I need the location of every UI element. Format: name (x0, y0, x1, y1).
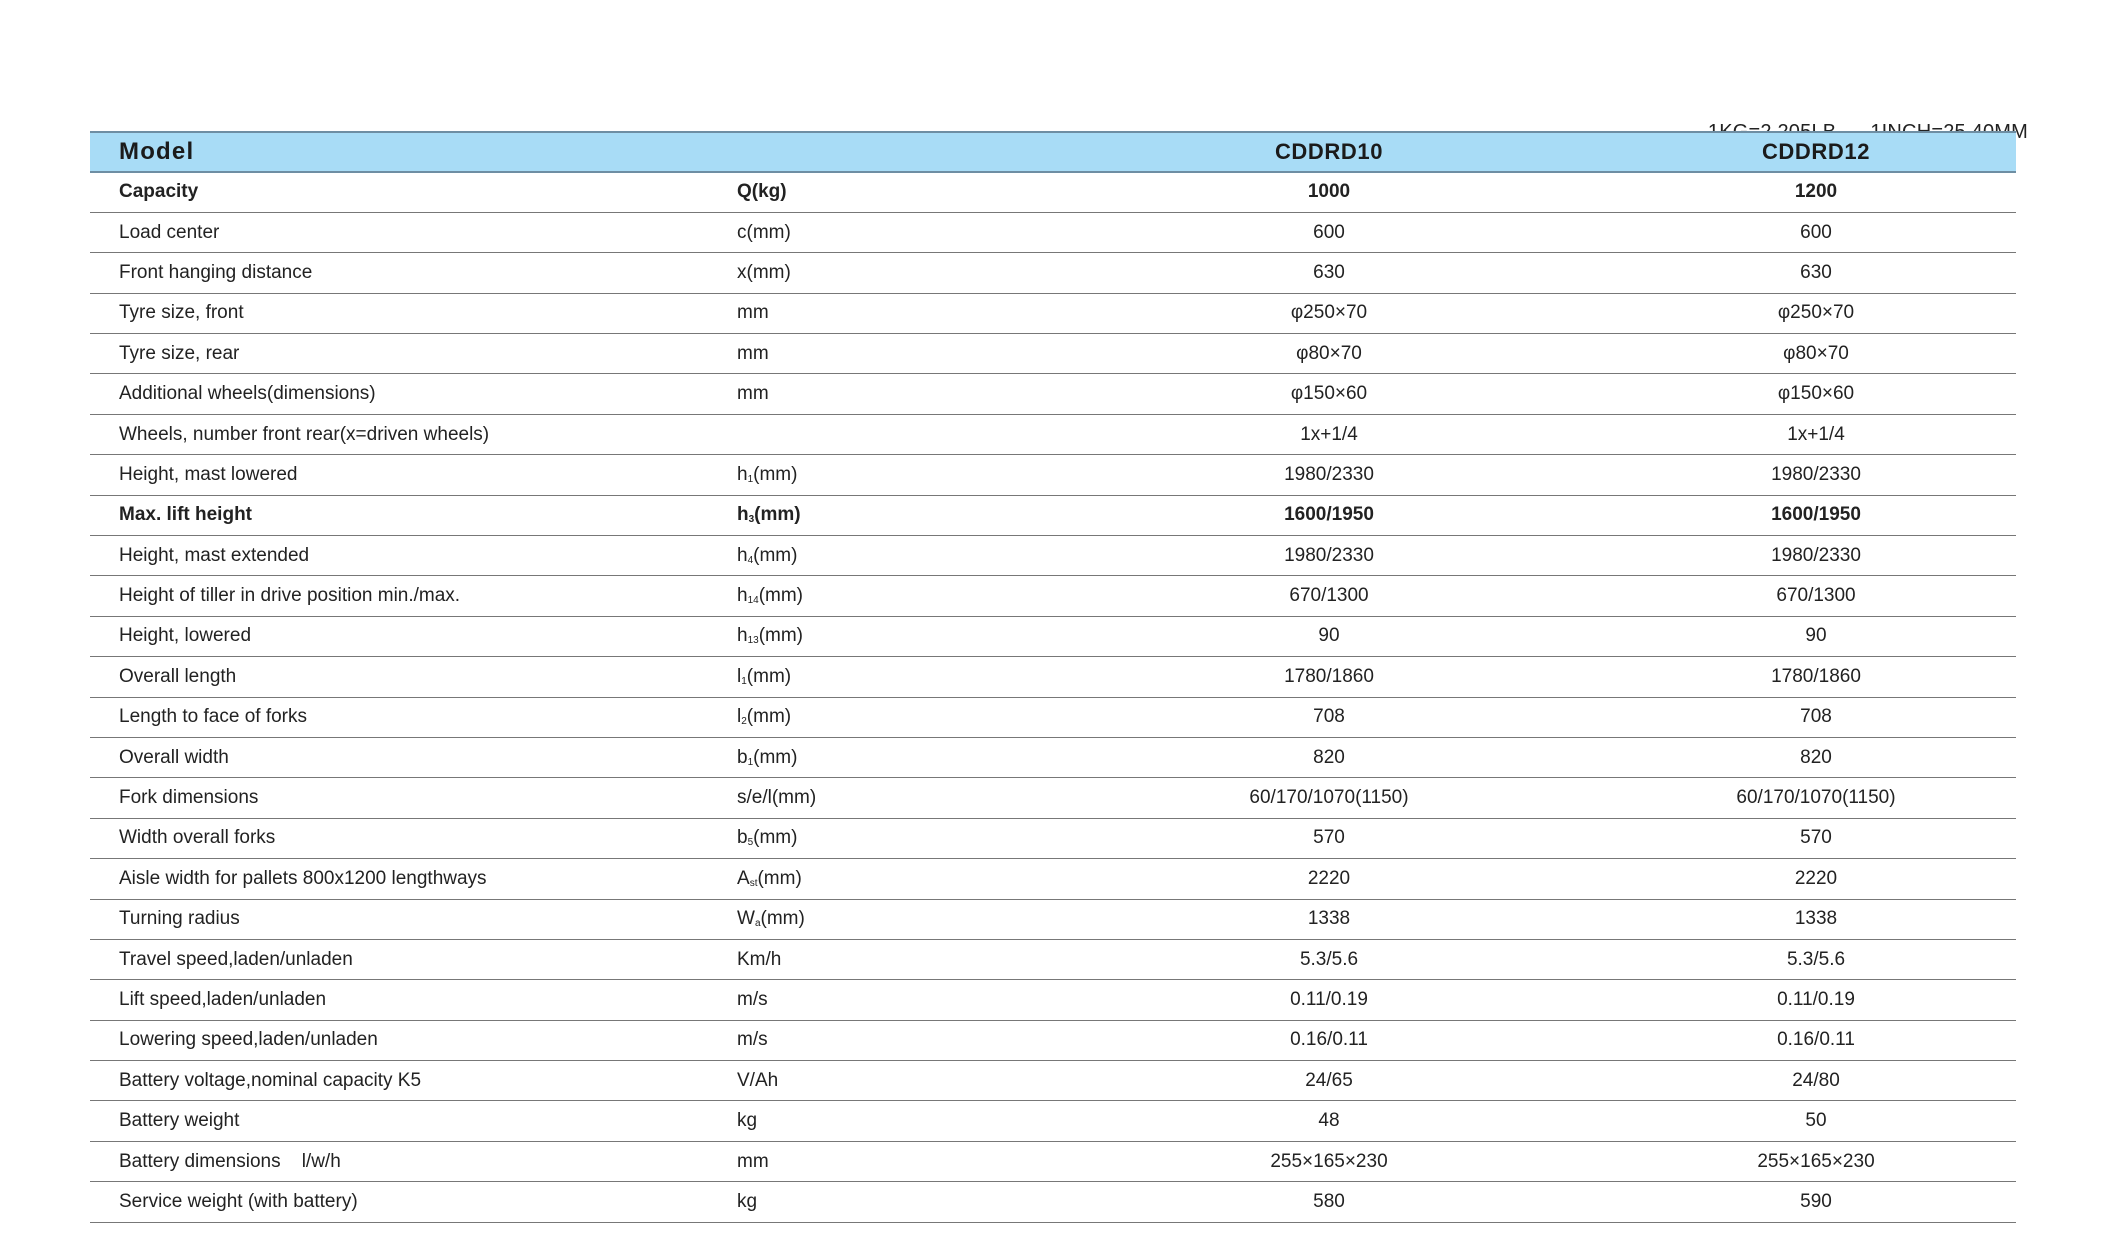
unit-symbol: h (737, 544, 748, 566)
value-cddrd10: 0.11/0.19 (1112, 980, 1606, 1020)
spec-table-body (90, 172, 2016, 1222)
unit-symbol: h (737, 504, 749, 526)
spec-unit (736, 293, 1112, 333)
spec-name: Overall width (90, 737, 736, 777)
unit-suffix: (mm) (746, 665, 792, 687)
unit-symbol: kg (737, 1190, 758, 1212)
spec-name: Front hanging distance (90, 253, 736, 293)
spec-unit (736, 1141, 1112, 1181)
unit-suffix: (mm) (753, 746, 798, 768)
unit-suffix: (mm) (753, 463, 798, 485)
value-cddrd12: 1338 (1606, 899, 2016, 939)
unit-symbol: V/Ah (737, 1069, 779, 1091)
spec-unit (736, 253, 1112, 293)
unit-symbol: Km/h (737, 948, 782, 970)
table-row (90, 899, 2016, 939)
kg-conversion: 1KG=2.205LB (1707, 121, 1837, 143)
table-row (90, 859, 2016, 899)
spec-unit (736, 334, 1112, 374)
spec-unit (736, 536, 1112, 576)
unit-subscript: 13 (747, 635, 759, 647)
table-row (90, 212, 2016, 252)
header-unit (736, 132, 1112, 172)
value-cddrd12: 590 (1606, 1182, 2016, 1222)
table-row (90, 334, 2016, 374)
spec-unit (736, 495, 1112, 535)
value-cddrd10: 60/170/1070(1150) (1112, 778, 1606, 818)
unit-subscript: a (754, 918, 761, 930)
spec-name: Height, lowered (90, 616, 736, 656)
spec-unit (736, 737, 1112, 777)
spec-name: Service weight (with battery) (90, 1182, 736, 1222)
table-row (90, 293, 2016, 333)
spec-name: Additional wheels(dimensions) (90, 374, 736, 414)
spec-name: Lift speed,laden/unladen (90, 980, 736, 1020)
table-row (90, 939, 2016, 979)
table-row (90, 616, 2016, 656)
value-cddrd10: 580 (1112, 1182, 1606, 1222)
value-cddrd12: 0.11/0.19 (1606, 980, 2016, 1020)
spec-name: Battery weight (90, 1101, 736, 1141)
value-cddrd12: 570 (1606, 818, 2016, 858)
spec-unit (736, 616, 1112, 656)
spec-unit (736, 1101, 1112, 1141)
value-cddrd12: φ150×60 (1606, 374, 2016, 414)
unit-suffix: (mm) (758, 585, 804, 607)
unit-suffix: (mm) (757, 867, 802, 889)
table-row (90, 1141, 2016, 1181)
inch-conversion: 1INCH=25.40MM (1870, 121, 2028, 143)
value-cddrd10: 5.3/5.6 (1112, 939, 1606, 979)
unit-symbol: s/e/l(mm) (737, 787, 817, 809)
value-cddrd12: 1780/1860 (1606, 657, 2016, 697)
value-cddrd10: φ80×70 (1112, 334, 1606, 374)
table-row (90, 737, 2016, 777)
table-row (90, 818, 2016, 858)
value-cddrd10: 600 (1112, 212, 1606, 252)
spec-name: Wheels, number front rear(x=driven wheels) (90, 414, 736, 454)
spec-unit (736, 576, 1112, 616)
unit-subscript: 1 (741, 675, 747, 687)
spec-name: Height of tiller in drive position min./max. (90, 576, 736, 616)
table-row (90, 455, 2016, 495)
spec-name: Overall length (90, 657, 736, 697)
unit-symbol: W (737, 908, 755, 930)
table-row (90, 980, 2016, 1020)
value-cddrd12: 90 (1606, 616, 2016, 656)
spec-name: Load center (90, 212, 736, 252)
header-cddrd12: CDDRD12 (1606, 132, 2016, 172)
unit-symbol: b (737, 746, 748, 768)
unit-symbol: l (737, 665, 742, 687)
unit-subscript: 1 (747, 473, 754, 485)
unit-suffix: (mm) (746, 706, 792, 728)
value-cddrd10: 1338 (1112, 899, 1606, 939)
spec-unit (736, 980, 1112, 1020)
value-cddrd12: 1600/1950 (1606, 495, 2016, 535)
spec-unit (736, 657, 1112, 697)
spec-table (90, 131, 2016, 1223)
unit-suffix: (mm) (754, 504, 801, 526)
spec-name: Lowering speed,laden/unladen (90, 1020, 736, 1060)
spec-name: Max. lift height (90, 495, 736, 535)
spec-unit (736, 818, 1112, 858)
table-row (90, 657, 2016, 697)
spec-name: Width overall forks (90, 818, 736, 858)
table-row (90, 172, 2016, 212)
value-cddrd10: 0.16/0.11 (1112, 1020, 1606, 1060)
spec-name: Turning radius (90, 899, 736, 939)
unit-symbol: c(mm) (737, 221, 791, 243)
spec-unit (736, 778, 1112, 818)
header-model: Model (90, 132, 736, 172)
spec-unit (736, 1182, 1112, 1222)
value-cddrd12: 1980/2330 (1606, 455, 2016, 495)
unit-symbol: A (737, 867, 750, 889)
value-cddrd10: 820 (1112, 737, 1606, 777)
value-cddrd12: 708 (1606, 697, 2016, 737)
value-cddrd12: 820 (1606, 737, 2016, 777)
value-cddrd10: 1980/2330 (1112, 455, 1606, 495)
value-cddrd10: 1x+1/4 (1112, 414, 1606, 454)
spec-unit (736, 697, 1112, 737)
value-cddrd12: 670/1300 (1606, 576, 2016, 616)
unit-subscript: 2 (741, 716, 747, 728)
unit-suffix: (mm) (753, 827, 798, 849)
table-row (90, 697, 2016, 737)
spec-name: Tyre size, front (90, 293, 736, 333)
spec-name: Height, mast extended (90, 536, 736, 576)
value-cddrd12: φ80×70 (1606, 334, 2016, 374)
spec-unit (736, 899, 1112, 939)
unit-subscript: 4 (747, 554, 754, 566)
table-row (90, 536, 2016, 576)
unit-subscript: 5 (747, 837, 754, 849)
spec-name: Fork dimensions (90, 778, 736, 818)
unit-subscript: 1 (747, 756, 754, 768)
value-cddrd10: 90 (1112, 616, 1606, 656)
unit-suffix: (mm) (758, 625, 804, 647)
table-row (90, 1061, 2016, 1101)
spec-name: Tyre size, rear (90, 334, 736, 374)
value-cddrd10: 255×165×230 (1112, 1141, 1606, 1181)
table-row (90, 495, 2016, 535)
table-row (90, 778, 2016, 818)
unit-subscript: 14 (747, 595, 759, 607)
unit-subscript: st (749, 877, 758, 889)
table-row (90, 414, 2016, 454)
unit-subscript: 3 (748, 514, 755, 526)
unit-symbol: m/s (737, 989, 768, 1010)
value-cddrd12: 50 (1606, 1101, 2016, 1141)
value-cddrd12: 1980/2330 (1606, 536, 2016, 576)
value-cddrd10: φ250×70 (1112, 293, 1606, 333)
value-cddrd10: 48 (1112, 1101, 1606, 1141)
spec-name: Battery voltage,nominal capacity K5 (90, 1061, 736, 1101)
value-cddrd10: 630 (1112, 253, 1606, 293)
unit-symbol: mm (737, 1150, 769, 1172)
unit-symbol: h (737, 585, 748, 607)
value-cddrd10: 2220 (1112, 859, 1606, 899)
unit-symbol: x(mm) (737, 261, 791, 283)
table-row (90, 1020, 2016, 1060)
unit-symbol: b (737, 827, 748, 849)
unit-symbol: kg (737, 1110, 758, 1132)
unit-suffix: (mm) (760, 908, 805, 930)
table-row (90, 374, 2016, 414)
spec-name: Travel speed,laden/unladen (90, 939, 736, 979)
spec-name: Length to face of forks (90, 697, 736, 737)
spec-unit (736, 1020, 1112, 1060)
value-cddrd10: 708 (1112, 697, 1606, 737)
value-cddrd12: 24/80 (1606, 1061, 2016, 1101)
value-cddrd12: φ250×70 (1606, 293, 2016, 333)
value-cddrd12: 60/170/1070(1150) (1606, 778, 2016, 818)
table-row (90, 253, 2016, 293)
value-cddrd12: 630 (1606, 253, 2016, 293)
unit-suffix: (mm) (753, 544, 798, 566)
table-row (90, 576, 2016, 616)
spec-unit (736, 374, 1112, 414)
spec-name: Height, mast lowered (90, 455, 736, 495)
unit-symbol: mm (737, 342, 769, 364)
value-cddrd10: 570 (1112, 818, 1606, 858)
value-cddrd12: 1200 (1606, 172, 2016, 212)
spec-unit (736, 414, 1112, 454)
value-cddrd10: 1600/1950 (1112, 495, 1606, 535)
value-cddrd12: 5.3/5.6 (1606, 939, 2016, 979)
unit-symbol: Q(kg) (737, 181, 787, 203)
spec-unit (736, 1061, 1112, 1101)
unit-symbol: m/s (737, 1029, 768, 1051)
value-cddrd12: 600 (1606, 212, 2016, 252)
spec-unit (736, 455, 1112, 495)
spec-name: Capacity (90, 172, 736, 212)
spec-name: Aisle width for pallets 800x1200 lengthways (90, 859, 736, 899)
value-cddrd10: 670/1300 (1112, 576, 1606, 616)
table-row (90, 1182, 2016, 1222)
value-cddrd10: 1780/1860 (1112, 657, 1606, 697)
header-cddrd10: CDDRD10 (1112, 132, 1606, 172)
unit-symbol: l (737, 706, 742, 728)
spec-unit (736, 859, 1112, 899)
table-row (90, 1101, 2016, 1141)
unit-symbol: h (737, 463, 748, 485)
unit-symbol: mm (737, 383, 769, 405)
value-cddrd12: 1x+1/4 (1606, 414, 2016, 454)
value-cddrd10: 24/65 (1112, 1061, 1606, 1101)
spec-name: Battery dimensions l/w/h (90, 1141, 736, 1181)
spec-unit (736, 212, 1112, 252)
spec-unit (736, 172, 1112, 212)
table-header-row (90, 132, 2016, 172)
unit-symbol: mm (737, 302, 769, 324)
value-cddrd10: φ150×60 (1112, 374, 1606, 414)
unit-symbol: h (737, 625, 748, 647)
value-cddrd12: 0.16/0.11 (1606, 1020, 2016, 1060)
value-cddrd12: 255×165×230 (1606, 1141, 2016, 1181)
spec-unit (736, 939, 1112, 979)
value-cddrd10: 1980/2330 (1112, 536, 1606, 576)
value-cddrd12: 2220 (1606, 859, 2016, 899)
value-cddrd10: 1000 (1112, 172, 1606, 212)
